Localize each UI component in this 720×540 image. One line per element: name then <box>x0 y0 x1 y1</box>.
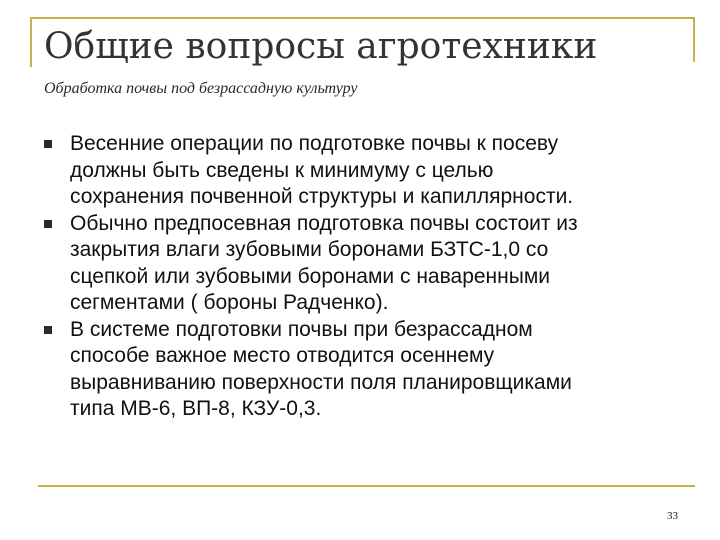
bullet-text-line: должны быть сведены к минимуму с целью <box>70 158 494 182</box>
bottom-rule <box>38 485 695 487</box>
bullet-item-3 <box>44 317 664 423</box>
left-rule <box>30 17 32 67</box>
bullet-text-line: сегментами ( бороны Радченко). <box>70 291 389 314</box>
page-number: 33 <box>667 510 678 522</box>
slide-title: Общие вопросы агротехники <box>44 26 598 67</box>
bullet-item-1 <box>44 131 664 211</box>
top-rule <box>30 17 695 19</box>
bullet-text-line: способе важное место отводится осеннему <box>70 344 495 367</box>
bullet-text-line: Обычно предпосевная подготовка почвы состоит из <box>70 211 578 235</box>
bullet-item-2 <box>44 211 664 317</box>
bullet-text-line: Весенние операции по подготовке почвы к посеву <box>70 132 559 155</box>
square-bullet-icon <box>44 326 52 334</box>
square-bullet-icon <box>44 140 52 148</box>
bullet-list <box>44 131 664 423</box>
slide-subtitle: Обработка почвы под безрассадную культуру <box>44 80 358 97</box>
right-rule <box>693 17 695 62</box>
bullet-text-line: сцепкой или зубовыми боронами с наваренными <box>70 264 551 288</box>
bullet-text-line: закрытия влаги зубовыми боронами БЗТС-1,0 со <box>70 238 549 261</box>
bullet-text-line: выравниванию поверхности поля планировщиками <box>70 370 572 394</box>
bullet-text-line: сохранения почвенной структуры и капиллярности. <box>70 185 574 208</box>
bullet-text-line: В системе подготовки почвы при безрассадном <box>70 317 533 341</box>
bullet-text-line: типа МВ-6, ВП-8, КЗУ-0,3. <box>70 397 322 420</box>
square-bullet-icon <box>44 220 52 228</box>
